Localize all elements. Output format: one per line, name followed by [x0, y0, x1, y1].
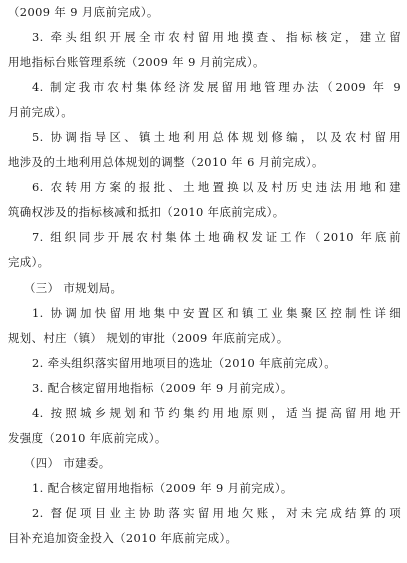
text-line: 规划、村庄（镇） 规划的审批（2009 年底前完成）。 [8, 330, 289, 345]
text-line: 用地指标台账管理系统（2009 年 9 月前完成）。 [8, 55, 265, 70]
text-line: 筑确权涉及的指标核减和抵扣（2010 年底前完成）。 [8, 205, 285, 220]
text-line: 目补充追加资金投入（2010 年底前完成）。 [8, 530, 238, 545]
text-line: 地涉及的土地利用总体规划的调整（2010 年 6 月前完成）。 [8, 155, 324, 170]
text-line: 6. 农转用方案的报批、土地置换以及村历史违法用地和建 [32, 180, 401, 195]
text-line: 2. 牵头组织落实留用地项目的选址（2010 年底前完成）。 [32, 355, 336, 370]
section-heading: （四） 市建委。 [24, 455, 111, 470]
text-line: 月前完成）。 [8, 105, 74, 120]
text-line: 完成）。 [8, 255, 50, 270]
text-line: 4. 制定我市农村集体经济发展留用地管理办法（2009 年 9 [32, 80, 401, 95]
text-line: 3. 牵头组织开展全市农村留用地摸查、指标核定，建立留 [32, 30, 401, 45]
text-line: 1. 协调加快留用地集中安置区和镇工业集聚区控制性详细 [32, 305, 401, 320]
text-line: 4. 按照城乡规划和节约集约用地原则，适当提高留用地开 [32, 405, 401, 420]
text-line: 5. 协调指导区、镇土地利用总体规划修编，以及农村留用 [32, 130, 401, 145]
text-line: 2. 督促项目业主协助落实留用地欠账，对未完成结算的项 [32, 505, 401, 520]
text-line: 1. 配合核定留用地指标（2009 年 9 月前完成）。 [32, 480, 293, 495]
document-body [8, 0, 403, 551]
text-line: 发强度（2010 年底前完成）。 [8, 430, 167, 445]
text-line: 7. 组织同步开展农村集体土地确权发证工作（2010 年底前 [32, 230, 401, 245]
text-line: （2009 年 9 月底前完成）。 [8, 5, 159, 19]
text-line: 3. 配合核定留用地指标（2009 年 9 月前完成）。 [32, 380, 293, 395]
section-heading: （三） 市规划局。 [24, 280, 123, 295]
